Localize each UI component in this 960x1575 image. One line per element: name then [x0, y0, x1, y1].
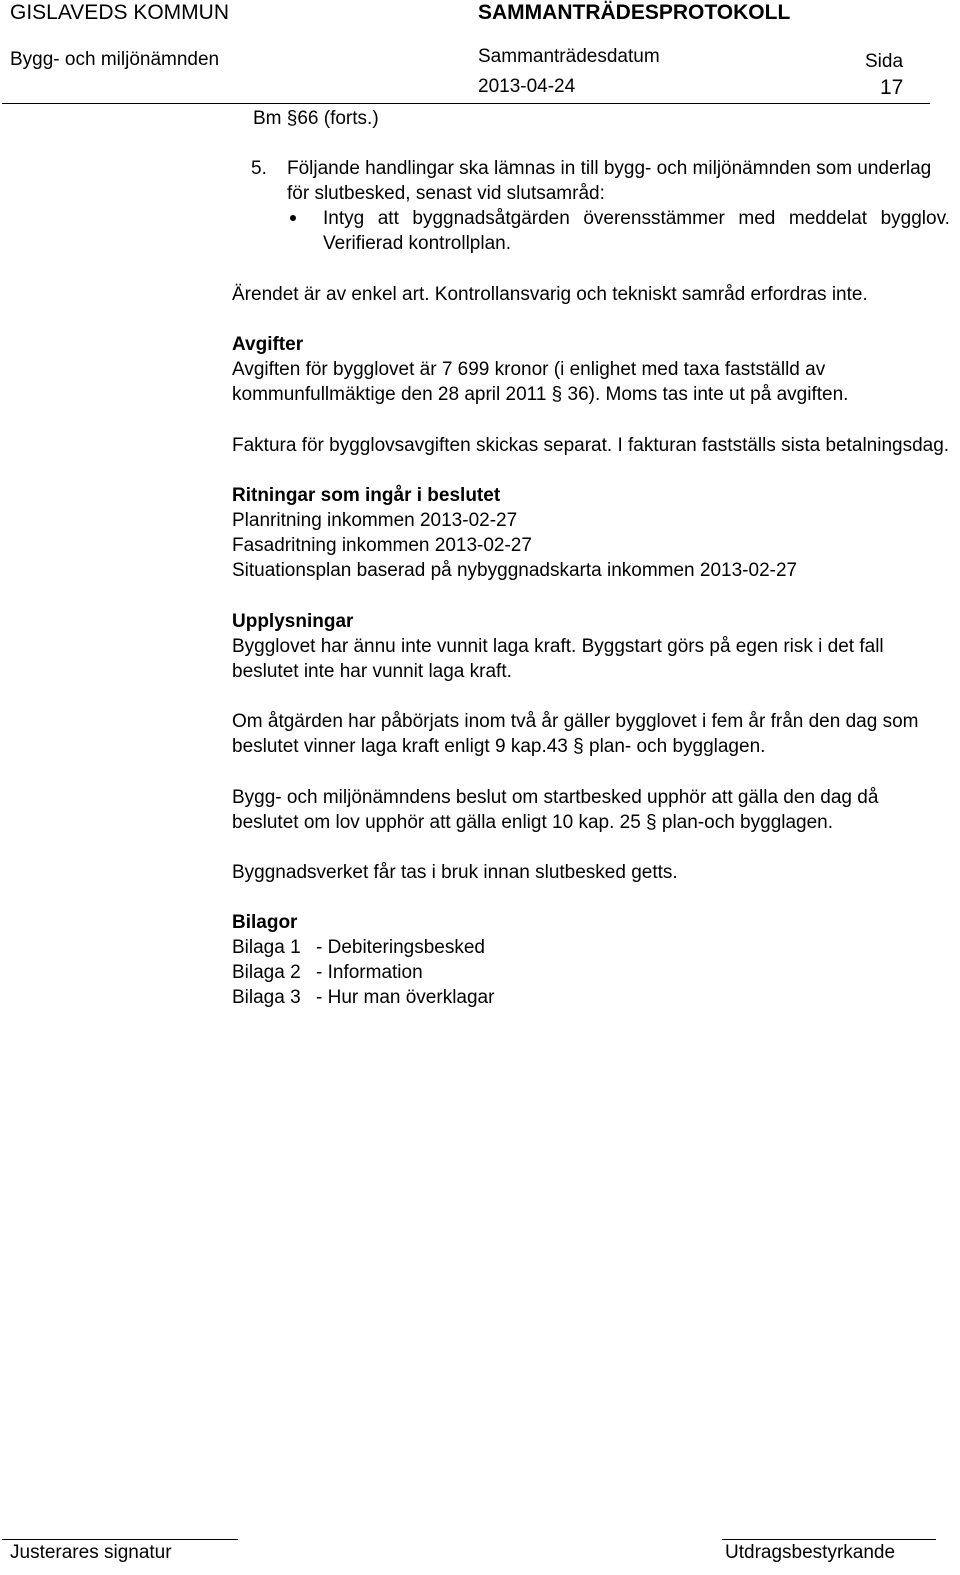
bullet-word: Intyg [323, 208, 365, 229]
section-reference: Bm §66 (forts.) [253, 108, 379, 129]
ritning-item: Planritning inkommen 2013-02-27 [232, 510, 518, 531]
upplysningar-line-2: beslutet inte har vunnit laga kraft. [232, 661, 512, 682]
document-type: SAMMANTRÄDESPROTOKOLL [478, 1, 791, 24]
meeting-date-label: Sammanträdesdatum [478, 46, 660, 67]
avgifter-line-2: kommunfullmäktige den 28 april 2011 § 36). Moms tas inte ut på avgiften. [232, 384, 849, 405]
bilaga-label: Bilaga 2 [232, 962, 301, 983]
bullet-word: att [377, 208, 399, 229]
upplysningar-line-1: Bygglovet har ännu inte vunnit laga kraft. Byggstart görs på egen risk i det fall [232, 636, 884, 657]
bilaga-label: Bilaga 3 [232, 987, 301, 1008]
bilagor-heading: Bilagor [232, 912, 298, 933]
attestation-rule [722, 1539, 936, 1540]
byggnadsverket-paragraph: Byggnadsverket får tas i bruk innan slutbesked getts. [232, 862, 678, 883]
bullet-line-1 [323, 206, 950, 231]
committee-name: Bygg- och miljönämnden [10, 49, 220, 70]
startbesked-line-2: beslutet om lov upphör att gälla enligt 10 kap. 25 § plan-och bygglagen. [232, 812, 834, 833]
startbesked-line-1: Bygg- och miljönämndens beslut om startbesked upphör att gälla den dag då [232, 787, 879, 808]
signature-label: Justerares signatur [10, 1542, 172, 1563]
bullet-word: meddelat [788, 208, 868, 229]
signature-rule [2, 1539, 238, 1540]
page-number: 17 [880, 76, 904, 99]
avgifter-line-1: Avgiften för bygglovet är 7 699 kronor (i enlighet med taxa fastställd av [232, 359, 826, 380]
arende-paragraph: Ärendet är av enkel art. Kontrollansvarig och tekniskt samråd erfordras inte. [232, 284, 868, 305]
bilaga-label: Bilaga 1 [232, 937, 301, 958]
upplysningar-heading: Upplysningar [232, 611, 354, 632]
bullet-word: överensstämmer [583, 208, 725, 229]
item-number: 5. [251, 158, 267, 179]
avgifter-heading: Avgifter [232, 334, 304, 355]
bullet-icon [290, 215, 296, 221]
bilaga-text: - Debiteringsbesked [316, 937, 485, 958]
ritningar-heading: Ritningar som ingår i beslutet [232, 485, 501, 506]
org-name: GISLAVEDS KOMMUN [10, 1, 229, 24]
meeting-date: 2013-04-24 [478, 76, 576, 97]
item-line-2: för slutbesked, senast vid slutsamråd: [287, 183, 605, 204]
atgarden-line-2: beslutet vinner laga kraft enligt 9 kap.43 § plan- och bygglagen. [232, 736, 766, 757]
bullet-word: byggnadsåtgärden [412, 208, 570, 229]
atgarden-line-1: Om åtgärden har påbörjats inom två år gäller bygglovet i fem år från den dag som [232, 711, 919, 732]
attestation-label: Utdragsbestyrkande [725, 1542, 896, 1563]
ritning-item: Fasadritning inkommen 2013-02-27 [232, 535, 532, 556]
header-rule [2, 103, 930, 104]
faktura-paragraph: Faktura för bygglovsavgiften skickas separat. I fakturan fastställs sista betalningsdag. [232, 435, 950, 456]
ritning-item: Situationsplan baserad på nybyggnadskarta inkommen 2013-02-27 [232, 560, 798, 581]
bullet-line-2: Verifierad kontrollplan. [323, 233, 511, 254]
item-line-1: Följande handlingar ska lämnas in till bygg- och miljönämnden som underlag [287, 158, 932, 179]
bullet-word: med [738, 208, 776, 229]
page-label: Sida [865, 51, 904, 72]
bullet-word: bygglov. [880, 208, 950, 229]
bilaga-text: - Hur man överklagar [316, 987, 495, 1008]
bilaga-text: - Information [316, 962, 423, 983]
